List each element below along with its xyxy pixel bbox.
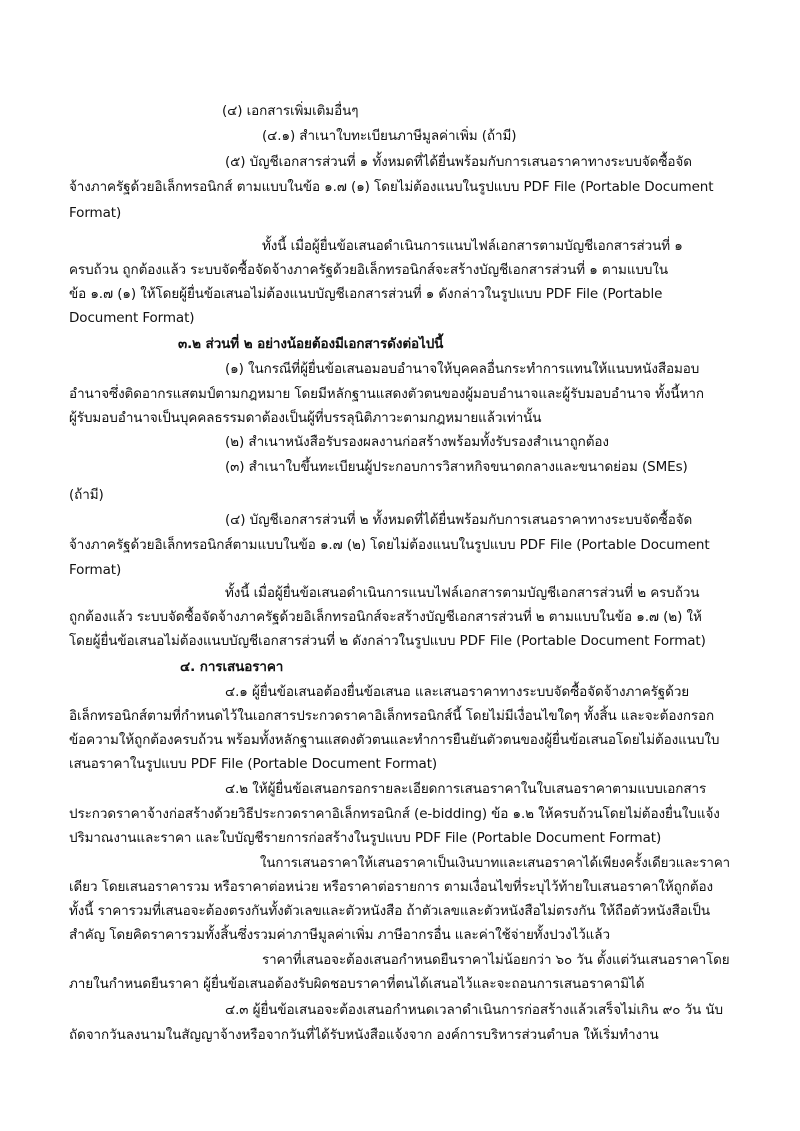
text-line: เสนอราคาในรูปแบบ PDF File (Portable Document Format)	[69, 756, 438, 772]
text-line: (๑) ในกรณีที่ผู้ยื่นข้อเสนอมอบอำนาจให้บุคคลอื่นกระทำการแทนให้แนบหนังสือมอบ	[225, 361, 700, 377]
text-line: (๕) บัญชีเอกสารส่วนที่ ๑ ทั้งหมดที่ได้ยื่นพร้อมกับการเสนอราคาทางระบบจัดซื้อจัด	[225, 154, 692, 170]
text-line: Format)	[69, 562, 122, 578]
text-line: ถูกต้องแล้ว ระบบจัดซื้อจัดจ้างภาครัฐด้วยอิเล็กทรอนิกส์จะสร้างบัญชีเอกสารส่วนที่ ๒ ตามแบบในข้อ ๑.๗ (๒) ให้	[69, 609, 702, 625]
text-line: (ถ้ามี)	[69, 487, 104, 503]
text-line: จ้างภาครัฐด้วยอิเล็กทรอนิกส์ ตามแบบในข้อ ๑.๗ (๑) โดยไม่ต้องแนบในรูปแบบ PDF File (Portable Document	[69, 179, 714, 195]
text-line: ถัดจากวันลงนามในสัญญาจ้างหรือจากวันที่ได้รับหนังสือแจ้งจาก องค์การบริหารส่วนตำบล ให้เริ่มทำงาน	[69, 1027, 659, 1043]
text-line: ในการเสนอราคาให้เสนอราคาเป็นเงินบาทและเสนอราคาได้เพียงครั้งเดียวและราคา	[260, 855, 731, 871]
text-line: Document Format)	[69, 310, 195, 326]
text-line: Format)	[69, 205, 122, 221]
section-heading: ๓.๒ ส่วนที่ ๒ อย่างน้อยต้องมีเอกสารดังต่อไปนี้	[178, 336, 444, 352]
text-line: ข้อความให้ถูกต้องครบถ้วน พร้อมทั้งหลักฐานแสดงตัวตนและทำการยืนยันตัวตนของผู้ยื่นข้อเสนอโดยไม่ต้องแนบใบ	[69, 732, 720, 748]
text-line: ทั้งนี้ เมื่อผู้ยื่นข้อเสนอดำเนินการแนบไฟล์เอกสารตามบัญชีเอกสารส่วนที่ ๑	[262, 238, 683, 254]
text-line: เดียว โดยเสนอราคารวม หรือราคาต่อหน่วย หรือราคาต่อรายการ ตามเงื่อนไขที่ระบุไว้ท้ายใบเสนอราคาให้ถูกต้อง	[69, 879, 713, 895]
text-line: (๔.๑) สำเนาใบทะเบียนภาษีมูลค่าเพิ่ม (ถ้ามี)	[262, 128, 517, 144]
text-line: (๓) สำเนาใบขึ้นทะเบียนผู้ประกอบการวิสาหกิจขนาดกลางและขนาดย่อม (SMEs)	[225, 459, 688, 475]
text-line: ๔.๒ ให้ผู้ยื่นข้อเสนอกรอกรายละเอียดการเสนอราคาในใบเสนอราคาตามแบบเอกสาร	[225, 781, 707, 797]
text-line: ภายในกำหนดยืนราคา ผู้ยื่นข้อเสนอต้องรับผิดชอบราคาที่ตนได้เสนอไว้และจะถอนการเสนอราคามิได้	[69, 976, 645, 992]
text-line: จ้างภาครัฐด้วยอิเล็กทรอนิกส์ตามแบบในข้อ ๑.๗ (๒) โดยไม่ต้องแนบในรูปแบบ PDF File (Portable Document	[69, 537, 710, 553]
text-line: ประกวดราคาจ้างก่อสร้างด้วยวิธีประกวดราคาอิเล็กทรอนิกส์ (e-bidding) ข้อ ๑.๒ ให้ครบถ้วนโดยไม่ต้องยื่นใบแจ้ง	[69, 806, 720, 822]
text-line: ผู้รับมอบอำนาจเป็นบุคคลธรรมดาต้องเป็นผู้ที่บรรลุนิติภาวะตามกฎหมายแล้วเท่านั้น	[69, 410, 542, 426]
text-line: ปริมาณงานและราคา และใบบัญชีรายการก่อสร้างในรูปแบบ PDF File (Portable Document Format)	[69, 830, 662, 846]
text-line: (๔) บัญชีเอกสารส่วนที่ ๒ ทั้งหมดที่ได้ยื่นพร้อมกับการเสนอราคาทางระบบจัดซื้อจัด	[225, 512, 693, 528]
text-line: อิเล็กทรอนิกส์ตามที่กำหนดไว้ในเอกสารประกวดราคาอิเล็กทรอนิกส์นี้ โดยไม่มีเงื่อนไขใดๆ ทั้งสิ้น และจะต้องกรอก	[69, 708, 715, 724]
section-heading: ๔. การเสนอราคา	[180, 659, 284, 675]
text-line: ๔.๑ ผู้ยื่นข้อเสนอต้องยื่นข้อเสนอ และเสนอราคาทางระบบจัดซื้อจัดจ้างภาครัฐด้วย	[225, 684, 690, 700]
text-line: ๔.๓ ผู้ยื่นข้อเสนอจะต้องเสนอกำหนดเวลาดำเนินการก่อสร้างแล้วเสร็จไม่เกิน ๙๐ วัน นับ	[225, 1002, 723, 1018]
text-line: ทั้งนี้ เมื่อผู้ยื่นข้อเสนอดำเนินการแนบไฟล์เอกสารตามบัญชีเอกสารส่วนที่ ๒ ครบถ้วน	[225, 585, 700, 601]
text-line: โดยผู้ยื่นข้อเสนอไม่ต้องแนบบัญชีเอกสารส่วนที่ ๒ ดังกล่าวในรูปแบบ PDF File (Portable Document Format)	[69, 633, 706, 649]
text-line: อำนาจซึ่งติดอากรแสตมป์ตามกฎหมาย โดยมีหลักฐานแสดงตัวตนของผู้มอบอำนาจและผู้รับมอบอำนาจ ทั้งนี้หาก	[69, 386, 704, 402]
text-line: ราคาที่เสนอจะต้องเสนอกำหนดยืนราคาไม่น้อยกว่า ๖๐ วัน ตั้งแต่วันเสนอราคาโดย	[262, 952, 730, 968]
text-line: ทั้งนี้ ราคารวมที่เสนอจะต้องตรงกันทั้งตัวเลขและตัวหนังสือ ถ้าตัวเลขและตัวหนังสือไม่ตรงกัน ให้ถือตัวหนังสือเป็น	[69, 903, 710, 919]
text-line: (๔) เอกสารเพิ่มเติมอื่นๆ	[222, 103, 359, 119]
text-line: ครบถ้วน ถูกต้องแล้ว ระบบจัดซื้อจัดจ้างภาครัฐด้วยอิเล็กทรอนิกส์จะสร้างบัญชีเอกสารส่วนที่ ๑ ตามแบบใน	[69, 262, 669, 278]
text-line: ข้อ ๑.๗ (๑) ให้โดยผู้ยื่นข้อเสนอไม่ต้องแนบบัญชีเอกสารส่วนที่ ๑ ดังกล่าวในรูปแบบ PDF File (Portable	[69, 286, 663, 302]
text-line: สำคัญ โดยคิดราคารวมทั้งสิ้นซึ่งรวมค่าภาษีมูลค่าเพิ่ม ภาษีอากรอื่น และค่าใช้จ่ายทั้งปวงไว้แล้ว	[69, 927, 610, 943]
text-line: (๒) สำเนาหนังสือรับรองผลงานก่อสร้างพร้อมทั้งรับรองสำเนาถูกต้อง	[225, 434, 609, 450]
